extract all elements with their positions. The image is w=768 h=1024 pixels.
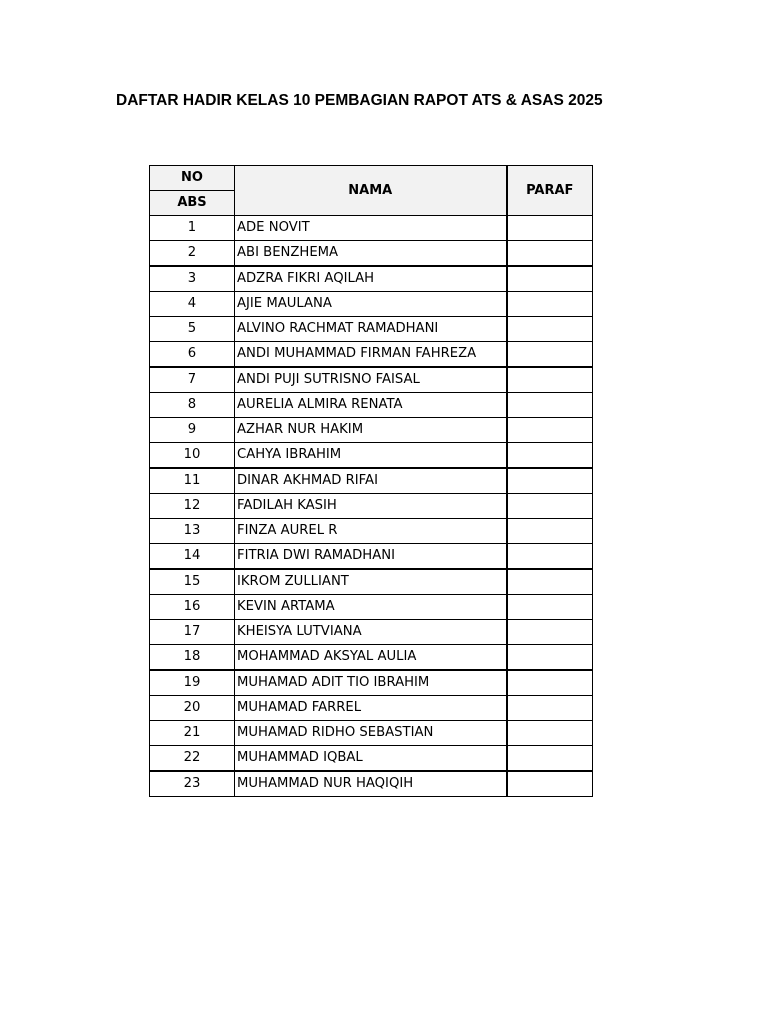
header-abs: ABS: [150, 191, 235, 216]
student-name: MOHAMMAD AKSYAL AULIA: [235, 645, 507, 671]
table-row: [150, 292, 593, 317]
student-name: MUHAMAD RIDHO SEBASTIAN: [235, 721, 507, 746]
student-name: FITRIA DWI RAMADHANI: [235, 544, 507, 570]
row-number: 15: [150, 569, 235, 595]
row-number: 16: [150, 595, 235, 620]
signature-cell[interactable]: [507, 443, 593, 469]
table-row: [150, 645, 593, 671]
student-name: MUHAMMAD IQBAL: [235, 746, 507, 772]
row-number: 2: [150, 241, 235, 267]
signature-cell[interactable]: [507, 393, 593, 418]
student-name: KEVIN ARTAMA: [235, 595, 507, 620]
table-row: [150, 696, 593, 721]
row-number: 12: [150, 494, 235, 519]
header-paraf: PARAF: [507, 166, 593, 216]
student-name: ANDI MUHAMMAD FIRMAN FAHREZA: [235, 342, 507, 368]
row-number: 4: [150, 292, 235, 317]
student-name: AZHAR NUR HAKIM: [235, 418, 507, 443]
row-number: 17: [150, 620, 235, 645]
student-name: KHEISYA LUTVIANA: [235, 620, 507, 645]
row-number: 6: [150, 342, 235, 368]
row-number: 13: [150, 519, 235, 544]
signature-cell[interactable]: [507, 494, 593, 519]
signature-cell[interactable]: [507, 342, 593, 368]
row-number: 19: [150, 670, 235, 696]
row-number: 10: [150, 443, 235, 469]
header-no: NO: [150, 166, 235, 191]
table-row: [150, 216, 593, 241]
student-name: ADZRA FIKRI AQILAH: [235, 266, 507, 292]
student-name: DINAR AKHMAD RIFAI: [235, 468, 507, 494]
signature-cell[interactable]: [507, 519, 593, 544]
signature-cell[interactable]: [507, 721, 593, 746]
signature-cell[interactable]: [507, 595, 593, 620]
student-name: FADILAH KASIH: [235, 494, 507, 519]
row-number: 1: [150, 216, 235, 241]
table-row: [150, 746, 593, 772]
table-row: [150, 771, 593, 797]
row-number: 20: [150, 696, 235, 721]
row-number: 22: [150, 746, 235, 772]
table-row: [150, 367, 593, 393]
student-name: AURELIA ALMIRA RENATA: [235, 393, 507, 418]
table-row: [150, 468, 593, 494]
student-name: FINZA AUREL R: [235, 519, 507, 544]
student-name: CAHYA IBRAHIM: [235, 443, 507, 469]
signature-cell[interactable]: [507, 544, 593, 570]
signature-cell[interactable]: [507, 696, 593, 721]
table-row: [150, 544, 593, 570]
signature-cell[interactable]: [507, 468, 593, 494]
signature-cell[interactable]: [507, 418, 593, 443]
row-number: 11: [150, 468, 235, 494]
table-row: [150, 393, 593, 418]
header-row: [150, 166, 593, 191]
signature-cell[interactable]: [507, 266, 593, 292]
table-row: [150, 241, 593, 267]
row-number: 18: [150, 645, 235, 671]
header-name: NAMA: [235, 166, 507, 216]
signature-cell[interactable]: [507, 569, 593, 595]
table-row: [150, 317, 593, 342]
table-row: [150, 418, 593, 443]
table-row: [150, 595, 593, 620]
student-name: MUHAMAD FARREL: [235, 696, 507, 721]
row-number: 8: [150, 393, 235, 418]
row-number: 23: [150, 771, 235, 797]
signature-cell[interactable]: [507, 216, 593, 241]
row-number: 14: [150, 544, 235, 570]
document-title: DAFTAR HADIR KELAS 10 PEMBAGIAN RAPOT ATS & ASAS 2025: [116, 92, 603, 109]
signature-cell[interactable]: [507, 367, 593, 393]
student-name: IKROM ZULLIANT: [235, 569, 507, 595]
signature-cell[interactable]: [507, 670, 593, 696]
table-row: [150, 266, 593, 292]
signature-cell[interactable]: [507, 241, 593, 267]
table-row: [150, 670, 593, 696]
row-number: 3: [150, 266, 235, 292]
signature-cell[interactable]: [507, 317, 593, 342]
student-name: ALVINO RACHMAT RAMADHANI: [235, 317, 507, 342]
table-row: [150, 494, 593, 519]
table-row: [150, 721, 593, 746]
row-number: 7: [150, 367, 235, 393]
student-name: ANDI PUJI SUTRISNO FAISAL: [235, 367, 507, 393]
attendance-rows: [150, 216, 593, 797]
signature-cell[interactable]: [507, 645, 593, 671]
signature-cell[interactable]: [507, 746, 593, 772]
attendance-table: [149, 165, 593, 797]
table-row: [150, 342, 593, 368]
student-name: MUHAMMAD NUR HAQIQIH: [235, 771, 507, 797]
signature-cell[interactable]: [507, 620, 593, 645]
student-name: MUHAMAD ADIT TIO IBRAHIM: [235, 670, 507, 696]
student-name: ABI BENZHEMA: [235, 241, 507, 267]
signature-cell[interactable]: [507, 292, 593, 317]
student-name: ADE NOVIT: [235, 216, 507, 241]
row-number: 5: [150, 317, 235, 342]
row-number: 9: [150, 418, 235, 443]
row-number: 21: [150, 721, 235, 746]
table-row: [150, 620, 593, 645]
table-row: [150, 569, 593, 595]
student-name: AJIE MAULANA: [235, 292, 507, 317]
signature-cell[interactable]: [507, 771, 593, 797]
table-row: [150, 443, 593, 469]
table-row: [150, 519, 593, 544]
